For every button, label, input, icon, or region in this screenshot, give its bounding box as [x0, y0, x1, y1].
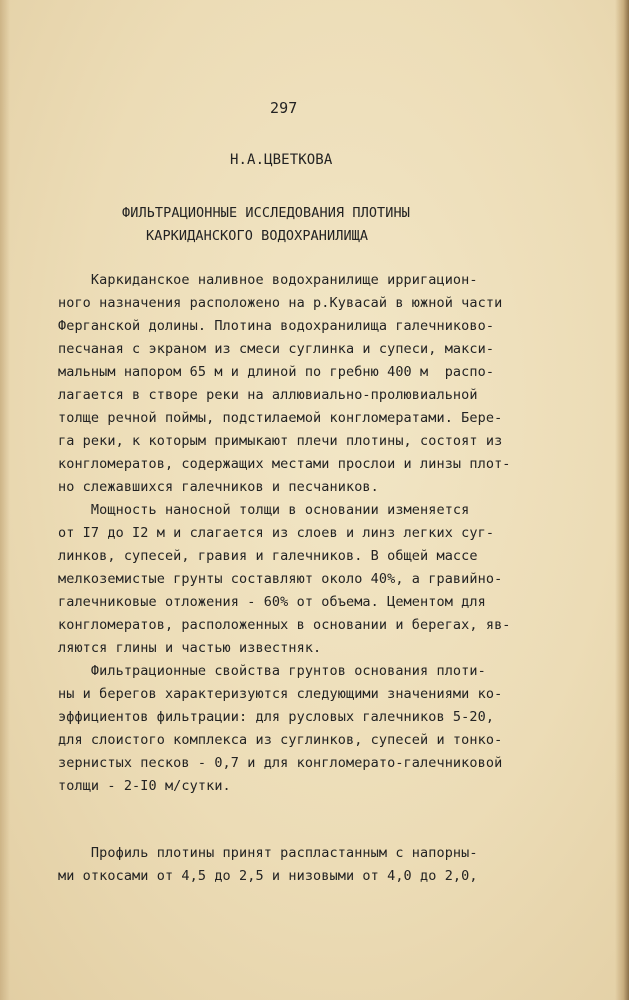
body-text-line: лагается в створе реки на аллювиально-пролювиальной: [58, 387, 478, 403]
body-text-line: зернистых песков - 0,7 и для конгломерато-галечниковой: [58, 755, 503, 771]
body-text-line: но слежавшихся галечников и песчаников.: [58, 479, 379, 495]
body-text-line: толще речной поймы, подстилаемой конгломератами. Бере-: [58, 410, 503, 426]
article-title-line: КАРКИДАНСКОГО ВОДОХРАНИЛИЩА: [146, 228, 369, 244]
body-text-line: линков, супесей, гравия и галечников. В общей массе: [58, 548, 478, 564]
page-shadow-left: [0, 0, 10, 1000]
article-title-line: ФИЛЬТРАЦИОННЫЕ ИССЛЕДОВАНИЯ ПЛОТИНЫ: [122, 205, 410, 221]
body-text-line: конгломератов, содержащих местами прослои и линзы плот-: [58, 456, 511, 472]
body-text-line: ми откосами от 4,5 до 2,5 и низовыми от 4,0 до 2,0,: [58, 868, 478, 884]
body-text-line: мелкоземистые грунты составляют около 40%, а гравийно-: [58, 571, 503, 587]
body-text-line: песчаная с экраном из смеси суглинка и супеси, макси-: [58, 341, 495, 357]
body-text-line: Мощность наносной толщи в основании изменяется: [58, 502, 470, 518]
body-text-line: толщи - 2-I0 м/сутки.: [58, 778, 231, 794]
body-text-line: эффициентов фильтрации: для русловых галечников 5-20,: [58, 709, 495, 725]
body-text-line: Ферганской долины. Плотина водохранилища галечниково-: [58, 318, 495, 334]
body-text-line: мальным напором 65 м и длиной по гребню 400 м распо-: [58, 364, 495, 380]
body-text-line: ны и берегов характеризуются следующими значениями ко-: [58, 686, 503, 702]
author-name: Н.А.ЦВЕТКОВА: [230, 152, 333, 168]
body-text-line: га реки, к которым примыкают плечи плотины, состоят из: [58, 433, 503, 449]
body-text-line: ного назначения расположено на р.Кувасай в южной части: [58, 295, 503, 311]
body-text-line: конгломератов, расположенных в основании и берегах, яв-: [58, 617, 511, 633]
body-text-line: Профиль плотины принят распластанным с напорны-: [58, 845, 478, 861]
page-shadow-right: [615, 0, 629, 1000]
body-text-line: от I7 до I2 м и слагается из слоев и линз легких суг-: [58, 525, 495, 541]
page-number: 297: [270, 99, 298, 117]
body-text-line: Каркиданское наливное водохранилище ирригацион-: [58, 272, 478, 288]
body-text-line: для слоистого комплекса из суглинков, супесей и тонко-: [58, 732, 503, 748]
body-text-line: ляются глины и частью известняк.: [58, 640, 322, 656]
body-text-line: галечниковые отложения - 60% от объема. Цементом для: [58, 594, 486, 610]
body-text-line: Фильтрационные свойства грунтов основания плоти-: [58, 663, 486, 679]
